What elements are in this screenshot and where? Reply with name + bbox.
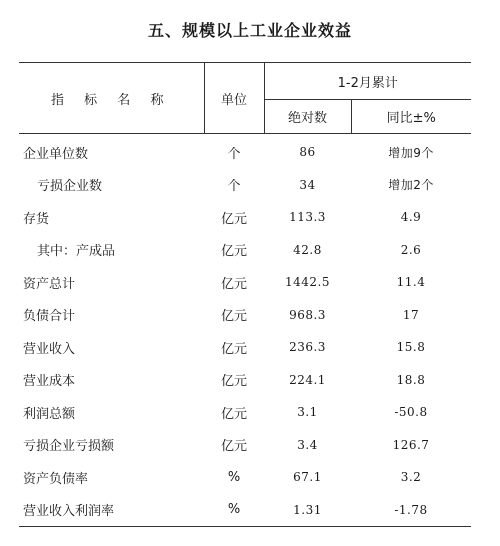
unit-cell: % (227, 469, 241, 485)
indicator-name-cell: 负债合计 (23, 309, 76, 325)
yoy-change-cell: 增加2个 (388, 178, 434, 193)
unit-cell: 亿元 (220, 244, 247, 260)
absolute-value-cell: 42.8 (293, 242, 322, 257)
unit-cell: 个 (227, 146, 241, 162)
page-title: 五、规模以上工业企业效益 (147, 21, 352, 40)
absolute-value-cell: 67.1 (293, 470, 322, 485)
absolute-value-cell: 3.1 (297, 405, 318, 420)
unit-cell: 亿元 (220, 341, 247, 357)
yoy-change-cell: -50.8 (394, 405, 428, 420)
absolute-value-cell: 3.4 (297, 437, 318, 452)
table-row (19, 331, 471, 364)
header-absolute: 绝对数 (264, 100, 351, 134)
yoy-change-cell: 3.2 (400, 470, 422, 485)
indicator-name-cell: 资产负债率 (23, 471, 89, 487)
indicator-name-cell: 资产总计 (23, 276, 76, 292)
table-row (19, 234, 471, 267)
unit-cell: 亿元 (220, 309, 247, 325)
indicator-name-cell: 存货 (23, 211, 50, 227)
unit-cell: 亿元 (220, 439, 247, 455)
indicator-name-cell: 亏损企业亏损额 (23, 439, 115, 455)
indicator-name-cell: 营业收入 (23, 341, 76, 357)
table-row (19, 266, 471, 299)
table-row (19, 169, 471, 202)
header-unit: 单位 (204, 63, 264, 134)
table-header (19, 63, 471, 134)
absolute-value-cell: 1.31 (293, 502, 322, 517)
yoy-change-cell: 17 (402, 307, 420, 322)
indicator-name-cell: 营业成本 (23, 374, 76, 390)
indicator-name-cell: 其中：产成品 (37, 244, 116, 260)
absolute-value-cell: 224.1 (289, 372, 326, 387)
table-row (19, 494, 471, 527)
stats-table (19, 62, 471, 527)
unit-cell: 亿元 (220, 211, 247, 227)
absolute-value-cell: 968.3 (289, 307, 326, 322)
yoy-change-cell: 2.6 (400, 242, 422, 257)
indicator-name-cell: 亏损企业数 (37, 179, 103, 195)
indicator-name-cell: 利润总额 (23, 406, 76, 422)
absolute-value-cell: 113.3 (289, 210, 326, 225)
unit-cell: 亿元 (220, 406, 247, 422)
absolute-value-cell: 1442.5 (285, 275, 330, 290)
table-row (19, 429, 471, 462)
unit-cell: 个 (227, 179, 241, 195)
table-row (19, 134, 471, 169)
header-indicator-name: 指 标 名 称 (19, 63, 204, 134)
table-row (19, 396, 471, 429)
yoy-change-cell: 126.7 (392, 437, 430, 452)
header-yoy: 同比±% (386, 111, 436, 126)
absolute-value-cell: 86 (299, 145, 316, 160)
indicator-name-cell: 营业收入利润率 (23, 504, 115, 520)
yoy-change-cell: 4.9 (400, 210, 422, 225)
absolute-value-cell: 34 (299, 177, 316, 192)
table-row (19, 461, 471, 494)
unit-cell: 亿元 (220, 276, 247, 292)
table-row (19, 299, 471, 332)
table-body (19, 134, 471, 527)
yoy-change-cell: 增加9个 (388, 145, 434, 160)
yoy-change-cell: 18.8 (396, 372, 426, 387)
indicator-name-cell: 企业单位数 (23, 146, 89, 162)
table-row (19, 201, 471, 234)
yoy-change-cell: -1.78 (394, 502, 428, 517)
unit-cell: 亿元 (220, 374, 247, 390)
yoy-change-cell: 11.4 (396, 275, 426, 290)
table-row (19, 364, 471, 397)
yoy-change-cell: 15.8 (396, 340, 426, 355)
header-period: 1-2月累计 (264, 63, 471, 100)
unit-cell: % (227, 502, 241, 518)
absolute-value-cell: 236.3 (289, 340, 326, 355)
